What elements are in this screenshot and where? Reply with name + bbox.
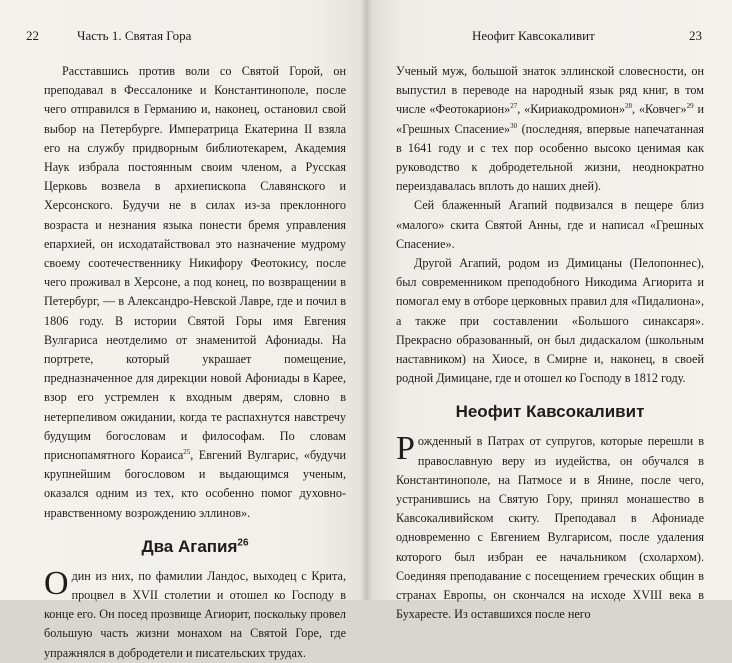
section-footnote-ref: 26 xyxy=(237,537,249,549)
section-heading-two-agapii xyxy=(44,537,346,557)
section-heading-neofit: Неофит Кавсокаливит xyxy=(455,402,645,422)
left-paragraph-1-tail: , Евгений Вулгарис, «будучи крупнейшим богословом и выдающимся ученым, оказался одним из тех, кто особенно помог духовно-нравственному возрождению эллинов». xyxy=(44,448,346,520)
drop-cap: Р xyxy=(396,430,415,468)
right-paragraph-4 xyxy=(396,432,704,624)
left-paragraph-2-text: дин из них, по фамилии Ландос, выходец с Крита, процвел в XVII столетии и отошел ко Господу в конце его. Он посед прозвище Агиорит, поскольку провел большую часть жизни монахом на Святой Горе, где упражнялся в добродетели и писательских трудах. xyxy=(44,568,346,660)
right-running-head: Неофит Кавсокаливит xyxy=(472,28,595,43)
footnote-ref-30: 30 xyxy=(510,121,518,130)
footnote-ref-29: 29 xyxy=(686,102,694,111)
right-paragraph-1-d: и «Грешных Спасение» xyxy=(396,102,704,136)
left-paragraph-2 xyxy=(44,564,346,663)
right-page-header xyxy=(382,28,706,62)
left-paragraph-1 xyxy=(44,62,346,523)
right-page-body xyxy=(382,62,706,624)
right-paragraph-4-text: ожденный в Патрах от супругов, которые перешли в православную веру из иудейства, он обучался в Константинополе, на Патмосе и в Янине, после чего, устранившись на Святую Гору, принял монашество в Кавсокаливийском скиту. Преподавал в Афониаде одновременно с Евгением Вулгарисом, после удаления которого был избран ее начальником (схолархом). Соединяя преподавание с посещением греческих общин в странах Европы, он скончался на исходе XVIII века в Бухаресте. Из оставшихся после него xyxy=(396,434,704,622)
left-page-body xyxy=(22,62,352,663)
drop-cap: О xyxy=(44,564,69,602)
left-page-number: 22 xyxy=(26,28,39,43)
right-paragraph-1-a: Ученый муж, большой знаток эллинской словесности, он выпустил в переводе на народный язык ряд книг, в том числе «Феотокарион» xyxy=(396,64,704,117)
right-paragraph-1-e: (последняя, впервые напечатанная в 1641 году и с тех пор особенно высоко ценимая как руководство к добродетельной жизни, неоднократно переиздавалась вплоть до наших дней). xyxy=(396,121,705,194)
left-running-head: Часть 1. Святая Гора xyxy=(77,28,192,43)
right-paragraph-1 xyxy=(396,62,704,196)
left-page xyxy=(0,0,366,660)
left-page-header xyxy=(22,28,352,62)
footnote-ref-27: 27 xyxy=(510,102,518,111)
right-paragraph-3: Другой Агапий, родом из Димицаны (Пелопоннес), был современником преподобного Никодима Агиорита и помогал ему в отборе церковных правил для «Пидалиона», а также при составлении «Большого синаксаря». Прекрасно образованный, он был дидаскалом (школьным наставником) на Хиосе, в Смирне и, наконец, в своей родной Димицане, где и отошел ко Господу в 1812 году. xyxy=(396,256,704,386)
right-paragraph-1-c: , «Ковчег» xyxy=(632,102,687,117)
left-paragraph-1-text: Расставшись против воли со Святой Горой, он преподавал в Фессалонике и Константинополе, после чего отправился в Германию и, наконец, остановил свой выбор на Петербурге. Императрица Екатерина II взяла его на службу придворным библиотекарем, Академия Наук избрала постоянным своим членом, а Русская Церковь возвела в архиепископа Славянского и Херсонского. Будучи не в силах из-за преклонного возраста и незнания языка понести бремя управления епархией, он исходатайствовал это назначение мудрому своему соотечественнику Никифору Феотокису, после чего проживал в Херсоне, а под конец, по возвращении в Петербург, — в Александро-Невской Лавре, где и почил в 1806 году. В истории Святой Горы имя Евгения Вулгариса неотделимо от знаменитой Афониады. На портрете, который украшает помещение, предназначенное для дирекции новой Афониады в Карее, взор его устремлен к входным дверям, словно в нетерпеливом ожидании, когда те распахнутся навстречу будущим богословам и философам. По словам приснопамятного Кораиса xyxy=(44,64,346,463)
right-page xyxy=(366,0,732,622)
right-paragraph-2: Сей блаженный Агапий подвизался в пещере близ «малого» скита Святой Анны, где и написал «Грешных Спасение». xyxy=(396,198,704,251)
book-gutter xyxy=(360,0,372,600)
section-heading-text: Два Агапия xyxy=(141,536,238,556)
right-page-number: 23 xyxy=(689,28,702,43)
footnote-ref-25: 25 xyxy=(183,448,191,456)
footnote-ref-28: 28 xyxy=(625,102,633,111)
right-paragraph-1-b: , «Кириакодромион» xyxy=(517,102,626,117)
